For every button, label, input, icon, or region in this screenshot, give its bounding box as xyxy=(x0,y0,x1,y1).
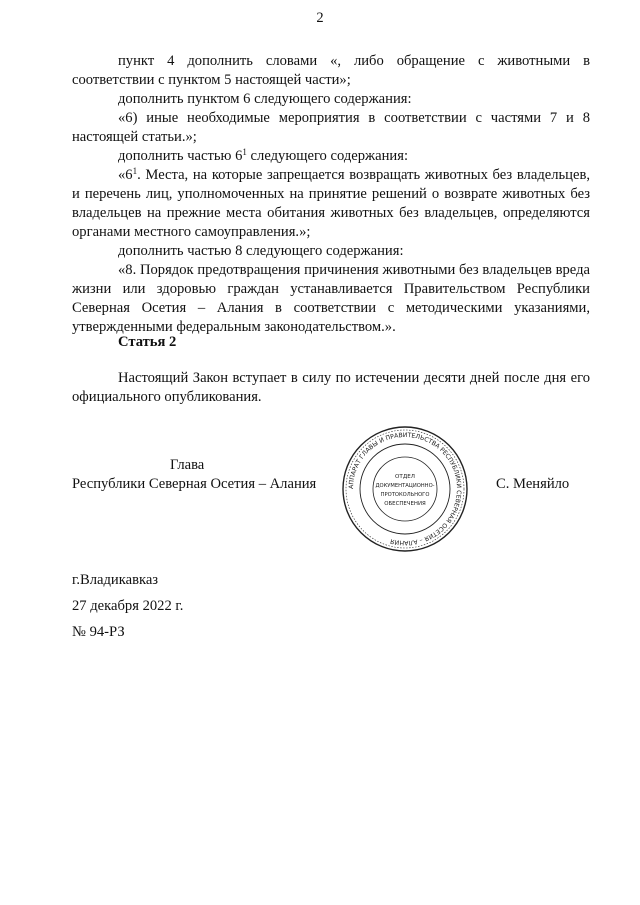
paragraph-add-part-8: дополнить частью 8 следующего содержания: xyxy=(118,243,404,259)
paragraph-item-6-text: «6) иные необходимые мероприятия в соответствии с частями 7 и 8 настоящей статьи.»; xyxy=(72,110,590,145)
seal-line-4: ОБЕСПЕЧЕНИЯ xyxy=(384,501,426,507)
article-2-text: Настоящий Закон вступает в силу по истечении десяти дней после дня его официального опубликования. xyxy=(72,370,590,405)
article-2-heading: Статья 2 xyxy=(118,334,177,350)
paragraph-add-part-6-1: дополнить частью $6^1$ следующего содержания: xyxy=(118,147,409,164)
svg-text:АППАРАТ ГЛАВЫ И ПРАВИТЕЛЬСТВА xyxy=(348,432,462,546)
seal-line-2: ДОКУМЕНТАЦИОННО- xyxy=(375,483,435,489)
seal-line-1: ОТДЕЛ xyxy=(395,474,415,480)
paragraph-part-8-text: «8. Порядок предотвращения причинения животными без владельцев вреда жизни или здоровью граждан устанавливается Правительством Республики Северная Осетия – Алания в соответствии с методическими указаниями, утвержденными федеральным законодательством.». xyxy=(72,262,590,335)
footer-date: 27 декабря 2022 г. xyxy=(72,598,184,614)
seal-line-3: ПРОТОКОЛЬНОГО xyxy=(380,492,430,498)
signatory-republic: Республики Северная Осетия – Алания xyxy=(72,476,317,492)
paragraph-part-6-1-text: «$6^1$. Места, на которые запрещается возвращать животных без владельцев, и перечень лиц, уполномоченных на принятие решений о возврате животных без владельцев на прежние места обитания животных без владельцев, определяются органами местного самоуправления.»; xyxy=(72,166,590,240)
signatory-title: Глава xyxy=(170,457,205,473)
signatory-name: С. Меняйло xyxy=(496,476,570,492)
official-seal-stamp xyxy=(340,424,470,554)
seal-ring-text: АППАРАТ ГЛАВЫ И ПРАВИТЕЛЬСТВА РЕСПУБЛИКИ СЕВЕРНАЯ ОСЕТИЯ – АЛАНИЯ xyxy=(347,431,463,547)
footer-law-number: № 94-РЗ xyxy=(72,624,125,640)
paragraph-add-item-6: дополнить пунктом 6 следующего содержания: xyxy=(118,91,412,107)
page-number: 2 xyxy=(316,10,324,26)
paragraph-amend-item-4: пункт 4 дополнить словами «, либо обращение с животными в соответствии с пунктом 5 настоящей части»; xyxy=(72,53,590,88)
footer-city: г.Владикавказ xyxy=(72,572,159,588)
